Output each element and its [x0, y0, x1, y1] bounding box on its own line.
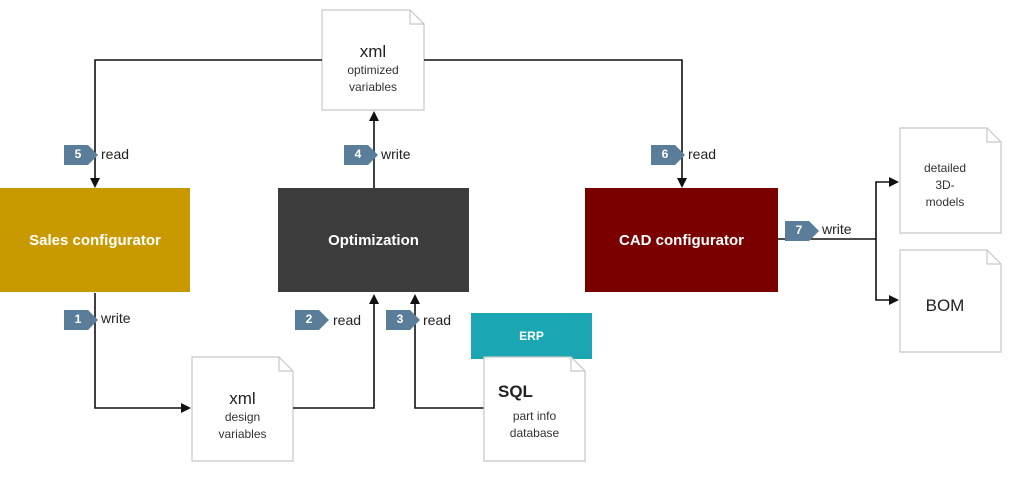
doc-bom-title: BOM [925, 296, 965, 315]
doc-optimized-title: xml [359, 42, 387, 61]
doc-models-line1: detailed [923, 160, 967, 175]
step-label-2: read [333, 312, 362, 328]
doc-sql [484, 372, 585, 452]
step-label-4: write [381, 146, 411, 162]
doc-optimized-line1: optimized [347, 63, 399, 77]
doc-design-line1: design [224, 410, 261, 424]
cad-configurator-label: CAD configurator [619, 231, 744, 249]
doc-design-variables [192, 380, 293, 452]
connector-to-3d-models [876, 182, 897, 239]
optimization-box [278, 188, 469, 292]
step-num-6: 6 [661, 147, 669, 161]
doc-3d-models [900, 150, 990, 220]
step-num-4: 4 [354, 147, 362, 161]
step-num-3: 3 [396, 312, 404, 326]
doc-optimized-line2: variables [348, 80, 398, 94]
step-num-5: 5 [74, 147, 82, 161]
step-num-7: 7 [795, 223, 803, 237]
doc-models-line2: 3D- [935, 177, 955, 192]
doc-sql-line1: part info [512, 409, 557, 423]
doc-sql-line2: database [509, 426, 560, 440]
doc-bom [900, 268, 990, 344]
doc-models-line3: models [925, 194, 965, 209]
step-label-5: read [101, 146, 130, 162]
doc-sql-title: SQL [498, 382, 533, 401]
connector-xml-to-sales [95, 60, 322, 186]
step-num-1: 1 [74, 312, 82, 326]
step-num-2: 2 [305, 312, 313, 326]
step-label-6: read [688, 146, 717, 162]
connector-to-bom [876, 239, 897, 300]
sales-configurator-label: Sales configurator [29, 231, 161, 249]
connector-xml-to-cad [424, 60, 682, 186]
step-label-3: read [423, 312, 452, 328]
cad-configurator-box [585, 188, 778, 292]
erp-label: ERP [519, 329, 544, 343]
optimization-label: Optimization [328, 231, 419, 249]
step-label-7: write [822, 221, 852, 237]
step-label-1: write [101, 310, 131, 326]
doc-design-title: xml [229, 389, 256, 408]
doc-optimized-variables [322, 34, 424, 104]
sales-configurator-box [0, 188, 190, 292]
doc-design-line2: variables [218, 427, 267, 441]
